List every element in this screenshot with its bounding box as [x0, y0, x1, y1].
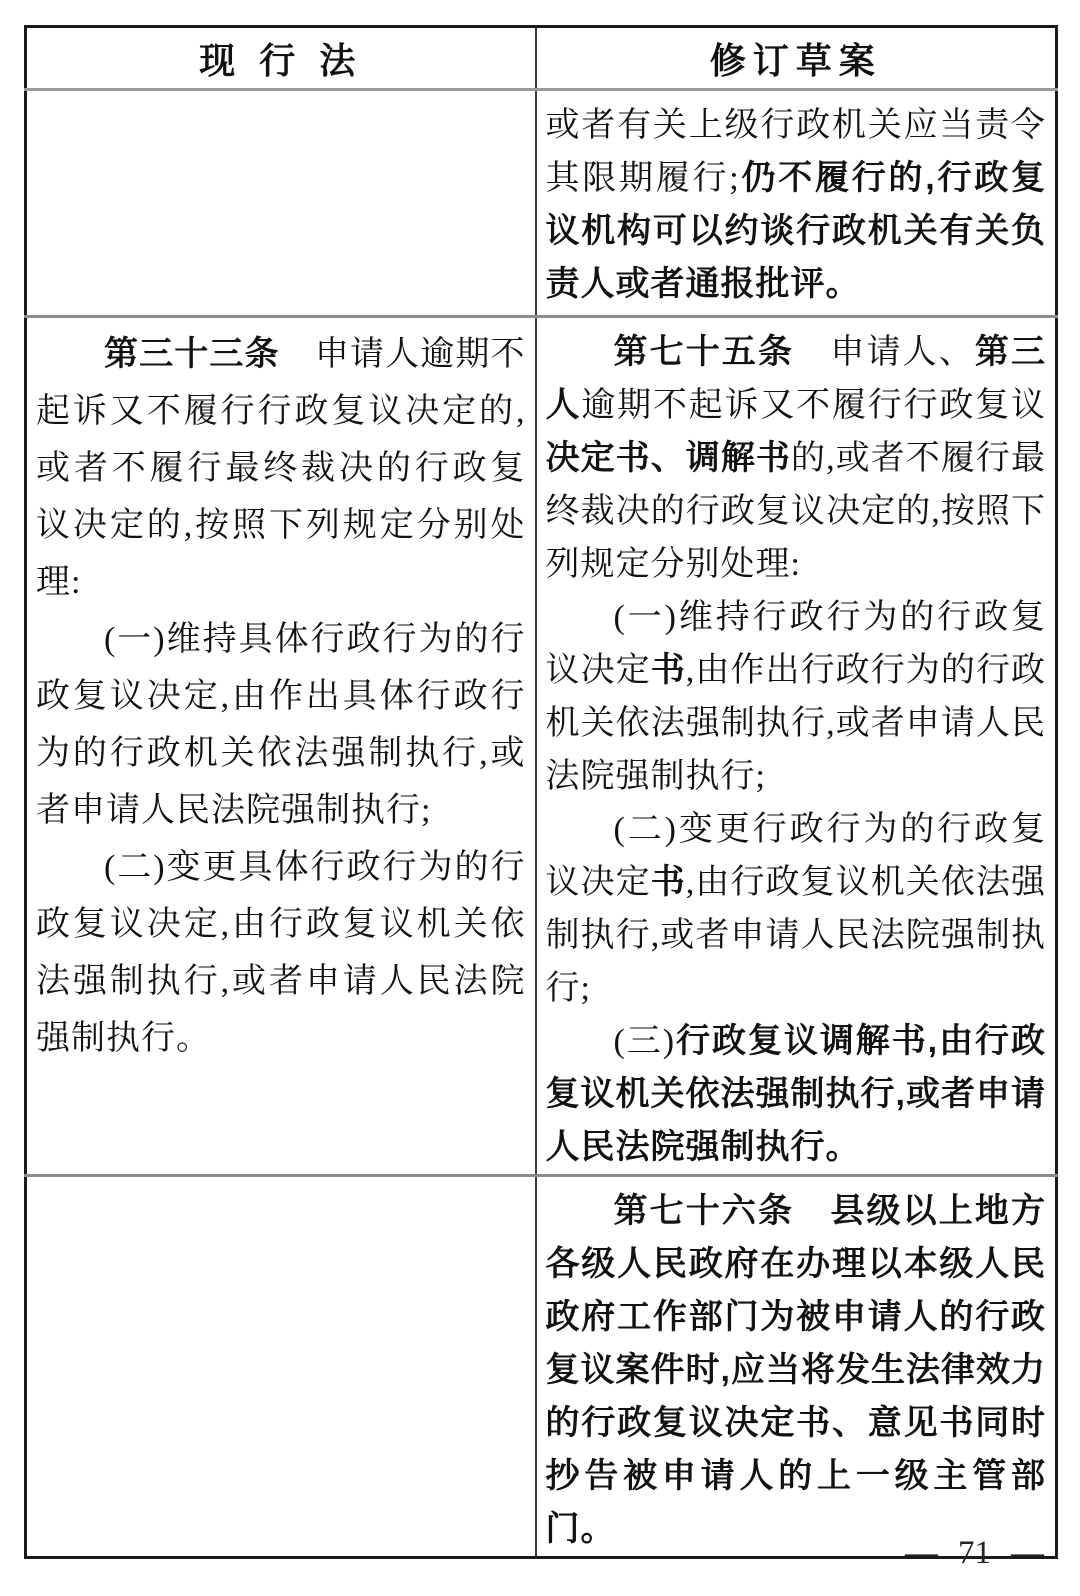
paragraph — [546, 326, 1047, 591]
table-header — [26, 27, 1057, 90]
body-text: 申请人、 — [794, 334, 975, 371]
table-body — [26, 90, 1057, 1558]
paragraph — [546, 1185, 1047, 1556]
body-text: (三) — [613, 1023, 676, 1060]
body-text: 的,或者不履行最终裁决的行政复议决定的,按照下列规定分别处理: — [545, 440, 1046, 583]
table-row — [26, 90, 1057, 317]
body-text: 或者有关上级行政机关应当责令其限期履行; — [545, 107, 1046, 197]
current-law-cell — [26, 1176, 536, 1558]
paragraph — [546, 99, 1047, 311]
page-number-dash-left: — — [905, 1535, 938, 1571]
body-text: 申请人逾期不起诉又不履行行政复议决定的,或者不履行最终裁决的行政复议决定的,按照下列规定分别处理: — [36, 336, 526, 601]
paragraph — [36, 326, 526, 611]
revision-draft-cell — [536, 90, 1057, 317]
paragraph — [546, 1015, 1047, 1174]
paragraph — [36, 611, 526, 839]
current-law-cell — [26, 90, 536, 317]
emphasized-text: 书 — [650, 863, 686, 901]
emphasized-text: 书 — [650, 651, 686, 689]
page-number — [905, 1528, 1044, 1578]
current-law-cell — [26, 317, 536, 1176]
body-text: 逾期不起诉又不履行行政复议 — [581, 387, 1047, 424]
revision-draft-column-header: 修订草案 — [536, 27, 1057, 90]
emphasized-text: 第七十五条 — [613, 333, 795, 371]
emphasized-text: 行政复议调解书,由行政复议机关依法强制执行,或者申请人民法院强制执行。 — [545, 1022, 1046, 1166]
page-number-dash-right: — — [1011, 1535, 1044, 1571]
law-comparison-table — [24, 25, 1058, 1559]
header-row — [26, 27, 1057, 90]
emphasized-text: 仍不履行的,行政复议机构可以约谈行政机关有关负责人或者通报批评。 — [545, 159, 1046, 303]
body-text: (二)变更具体行政行为的行政复议决定,由行政复议机关依法强制执行,或者申请人民法院强制执行。 — [36, 849, 526, 1057]
paragraph — [546, 803, 1047, 1015]
body-text: ,由作出行政行为的行政机关依法强制执行,或者申请人民法院强制执行; — [545, 652, 1047, 795]
emphasized-text: 第三人 — [545, 333, 1047, 424]
body-text: (一)维持具体行政行为的行政复议决定,由作出具体行政行为的行政机关依法强制执行,或者申请人民法院强制执行; — [36, 621, 526, 829]
page-number-value: 71 — [958, 1535, 991, 1571]
table-row — [26, 317, 1057, 1176]
emphasized-text: 决定书、调解书 — [545, 439, 791, 477]
revision-draft-cell — [536, 1176, 1057, 1558]
paragraph — [546, 591, 1047, 803]
body-text: (一)维持行政行为的行政复议决定 — [545, 599, 1046, 689]
paragraph — [36, 839, 526, 1067]
table-row — [26, 1176, 1057, 1558]
revision-draft-cell — [536, 317, 1057, 1176]
body-text: (二)变更行政行为的行政复议决定 — [545, 811, 1046, 901]
emphasized-text: 第三十三条 — [104, 335, 280, 373]
body-text: ,由行政复议机关依法强制执行,或者申请人民法院强制执行; — [545, 864, 1047, 1007]
emphasized-text: 第七十六条 县级以上地方各级人民政府在办理以本级人民政府工作部门为被申请人的行政复议案件时,应当将发生法律效力的行政复议决定书、意见书同时抄告被申请人的上一级主管部门。 — [545, 1192, 1046, 1548]
current-law-column-header: 现 行 法 — [26, 27, 536, 90]
